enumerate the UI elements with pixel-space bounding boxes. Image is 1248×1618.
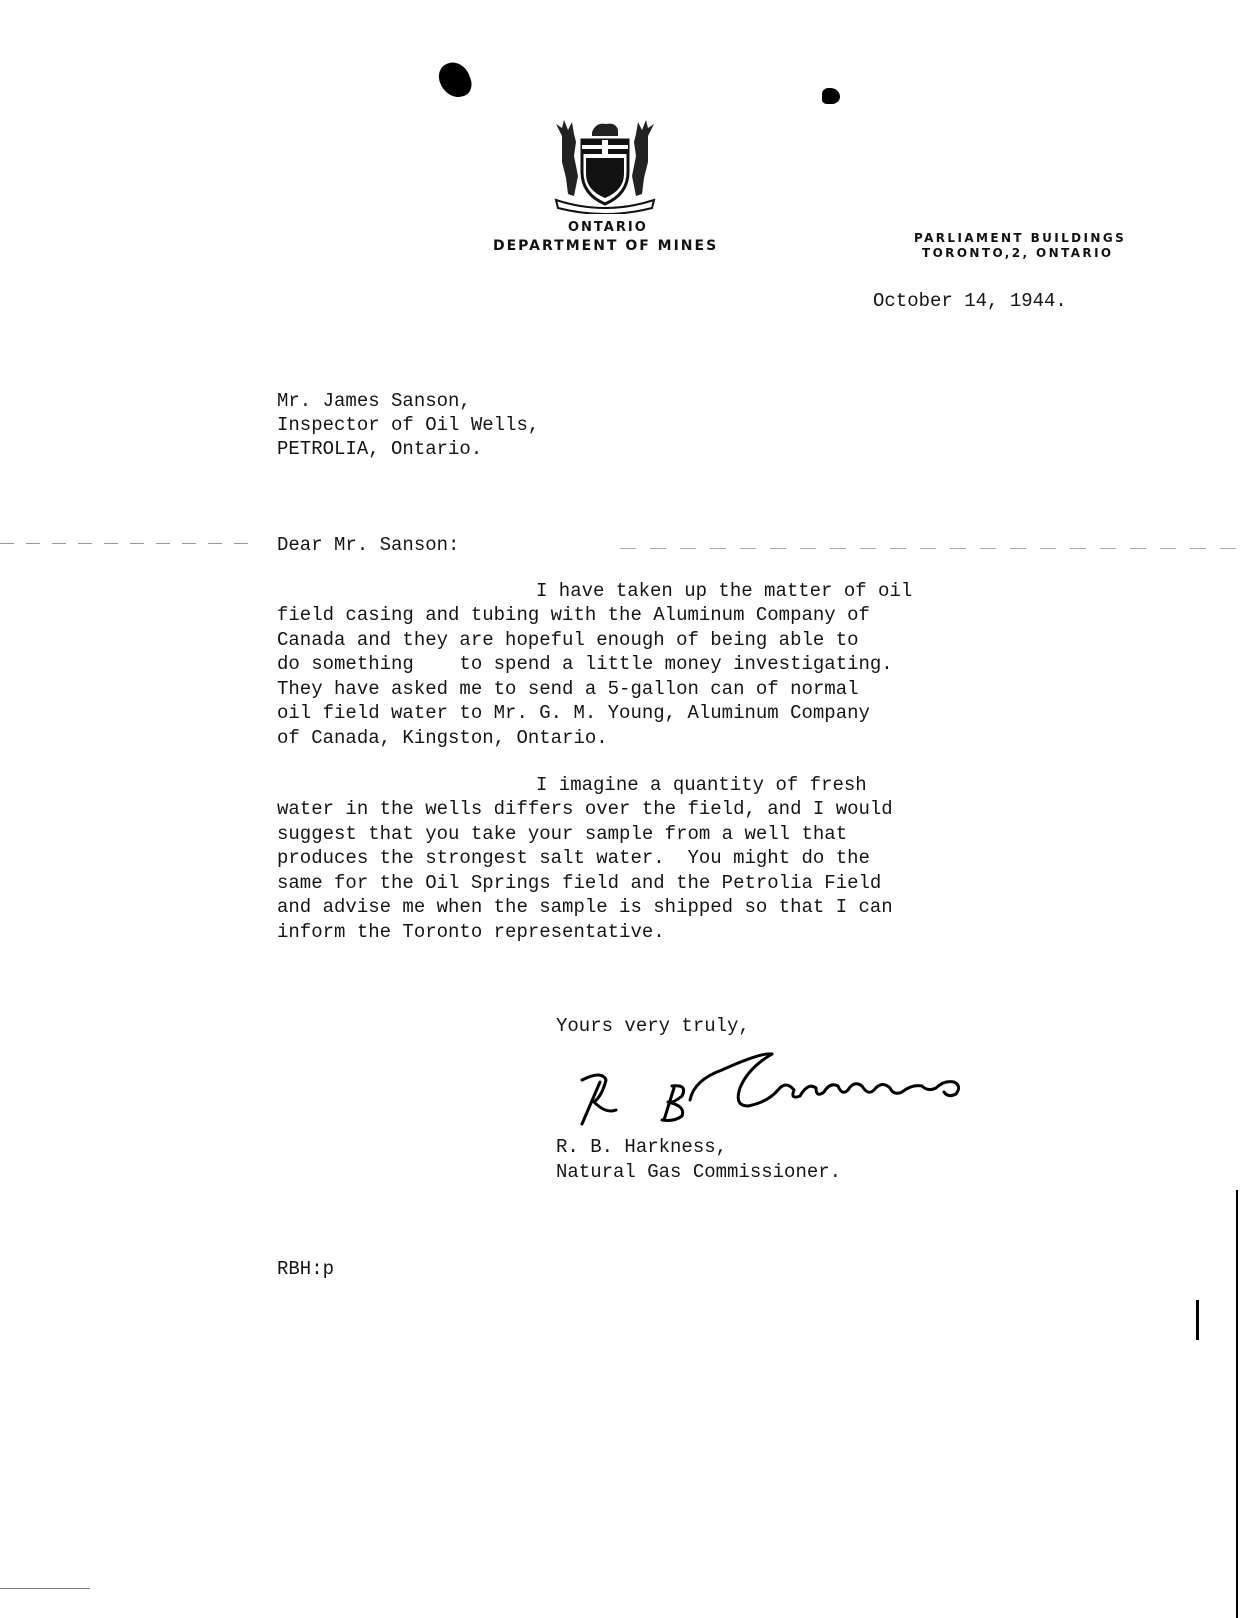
paragraph-1-line: of Canada, Kingston, Ontario. — [277, 727, 608, 749]
recipient-line-2: Inspector of Oil Wells, — [277, 414, 540, 436]
letterhead-address-line-1: PARLIAMENT BUILDINGS — [914, 231, 1127, 245]
paragraph-2-line: suggest that you take your sample from a well that — [277, 823, 848, 845]
paragraph-2-line: produces the strongest salt water. You might do the — [277, 847, 870, 869]
reference-initials: RBH:p — [277, 1258, 335, 1280]
letterhead-address-line-2: TORONTO,2, ONTARIO — [922, 246, 1114, 260]
paragraph-1-line: Canada and they are hopeful enough of being able to — [277, 629, 859, 651]
paragraph-2-line: and advise me when the sample is shipped so that I can — [277, 896, 893, 918]
paragraph-2-line: water in the wells differs over the field, and I would — [277, 798, 893, 820]
ontario-coat-of-arms-icon — [552, 116, 658, 214]
letterhead-department: DEPARTMENT OF MINES — [493, 238, 719, 254]
paragraph-1-line: oil field water to Mr. G. M. Young, Aluminum Company — [277, 702, 870, 724]
paragraph-2-line: I imagine a quantity of fresh — [536, 774, 867, 796]
closing: Yours very truly, — [556, 1015, 750, 1037]
letter-date: October 14, 1944. — [873, 290, 1067, 312]
paragraph-1-line: They have asked me to send a 5-gallon can of normal — [277, 678, 859, 700]
ink-blot-right — [822, 88, 840, 104]
paragraph-2-line: inform the Toronto representative. — [277, 921, 665, 943]
ink-blot-left — [435, 58, 476, 102]
paragraph-1-line: do something to spend a little money investigating. — [277, 653, 893, 675]
salutation: Dear Mr. Sanson: — [277, 534, 460, 556]
scan-artifact-line-left — [0, 543, 250, 544]
paragraph-2-line: same for the Oil Springs field and the Petrolia Field — [277, 872, 882, 894]
signer-title: Natural Gas Commissioner. — [556, 1161, 842, 1183]
paragraph-1-line: field casing and tubing with the Aluminum Company of — [277, 604, 870, 626]
scan-artifact-bottom-left — [0, 1588, 90, 1589]
handwritten-signature-icon — [572, 1040, 1012, 1130]
paragraph-1-line: I have taken up the matter of oil — [536, 580, 913, 602]
letterhead-province: ONTARIO — [568, 220, 648, 235]
recipient-line-1: Mr. James Sanson, — [277, 390, 471, 412]
scan-artifact-line-right — [620, 548, 1248, 549]
scan-artifact-right-notch — [1196, 1300, 1199, 1340]
scan-artifact-right-edge — [1236, 1190, 1238, 1618]
recipient-line-3: PETROLIA, Ontario. — [277, 438, 483, 460]
signer-name: R. B. Harkness, — [556, 1136, 728, 1158]
